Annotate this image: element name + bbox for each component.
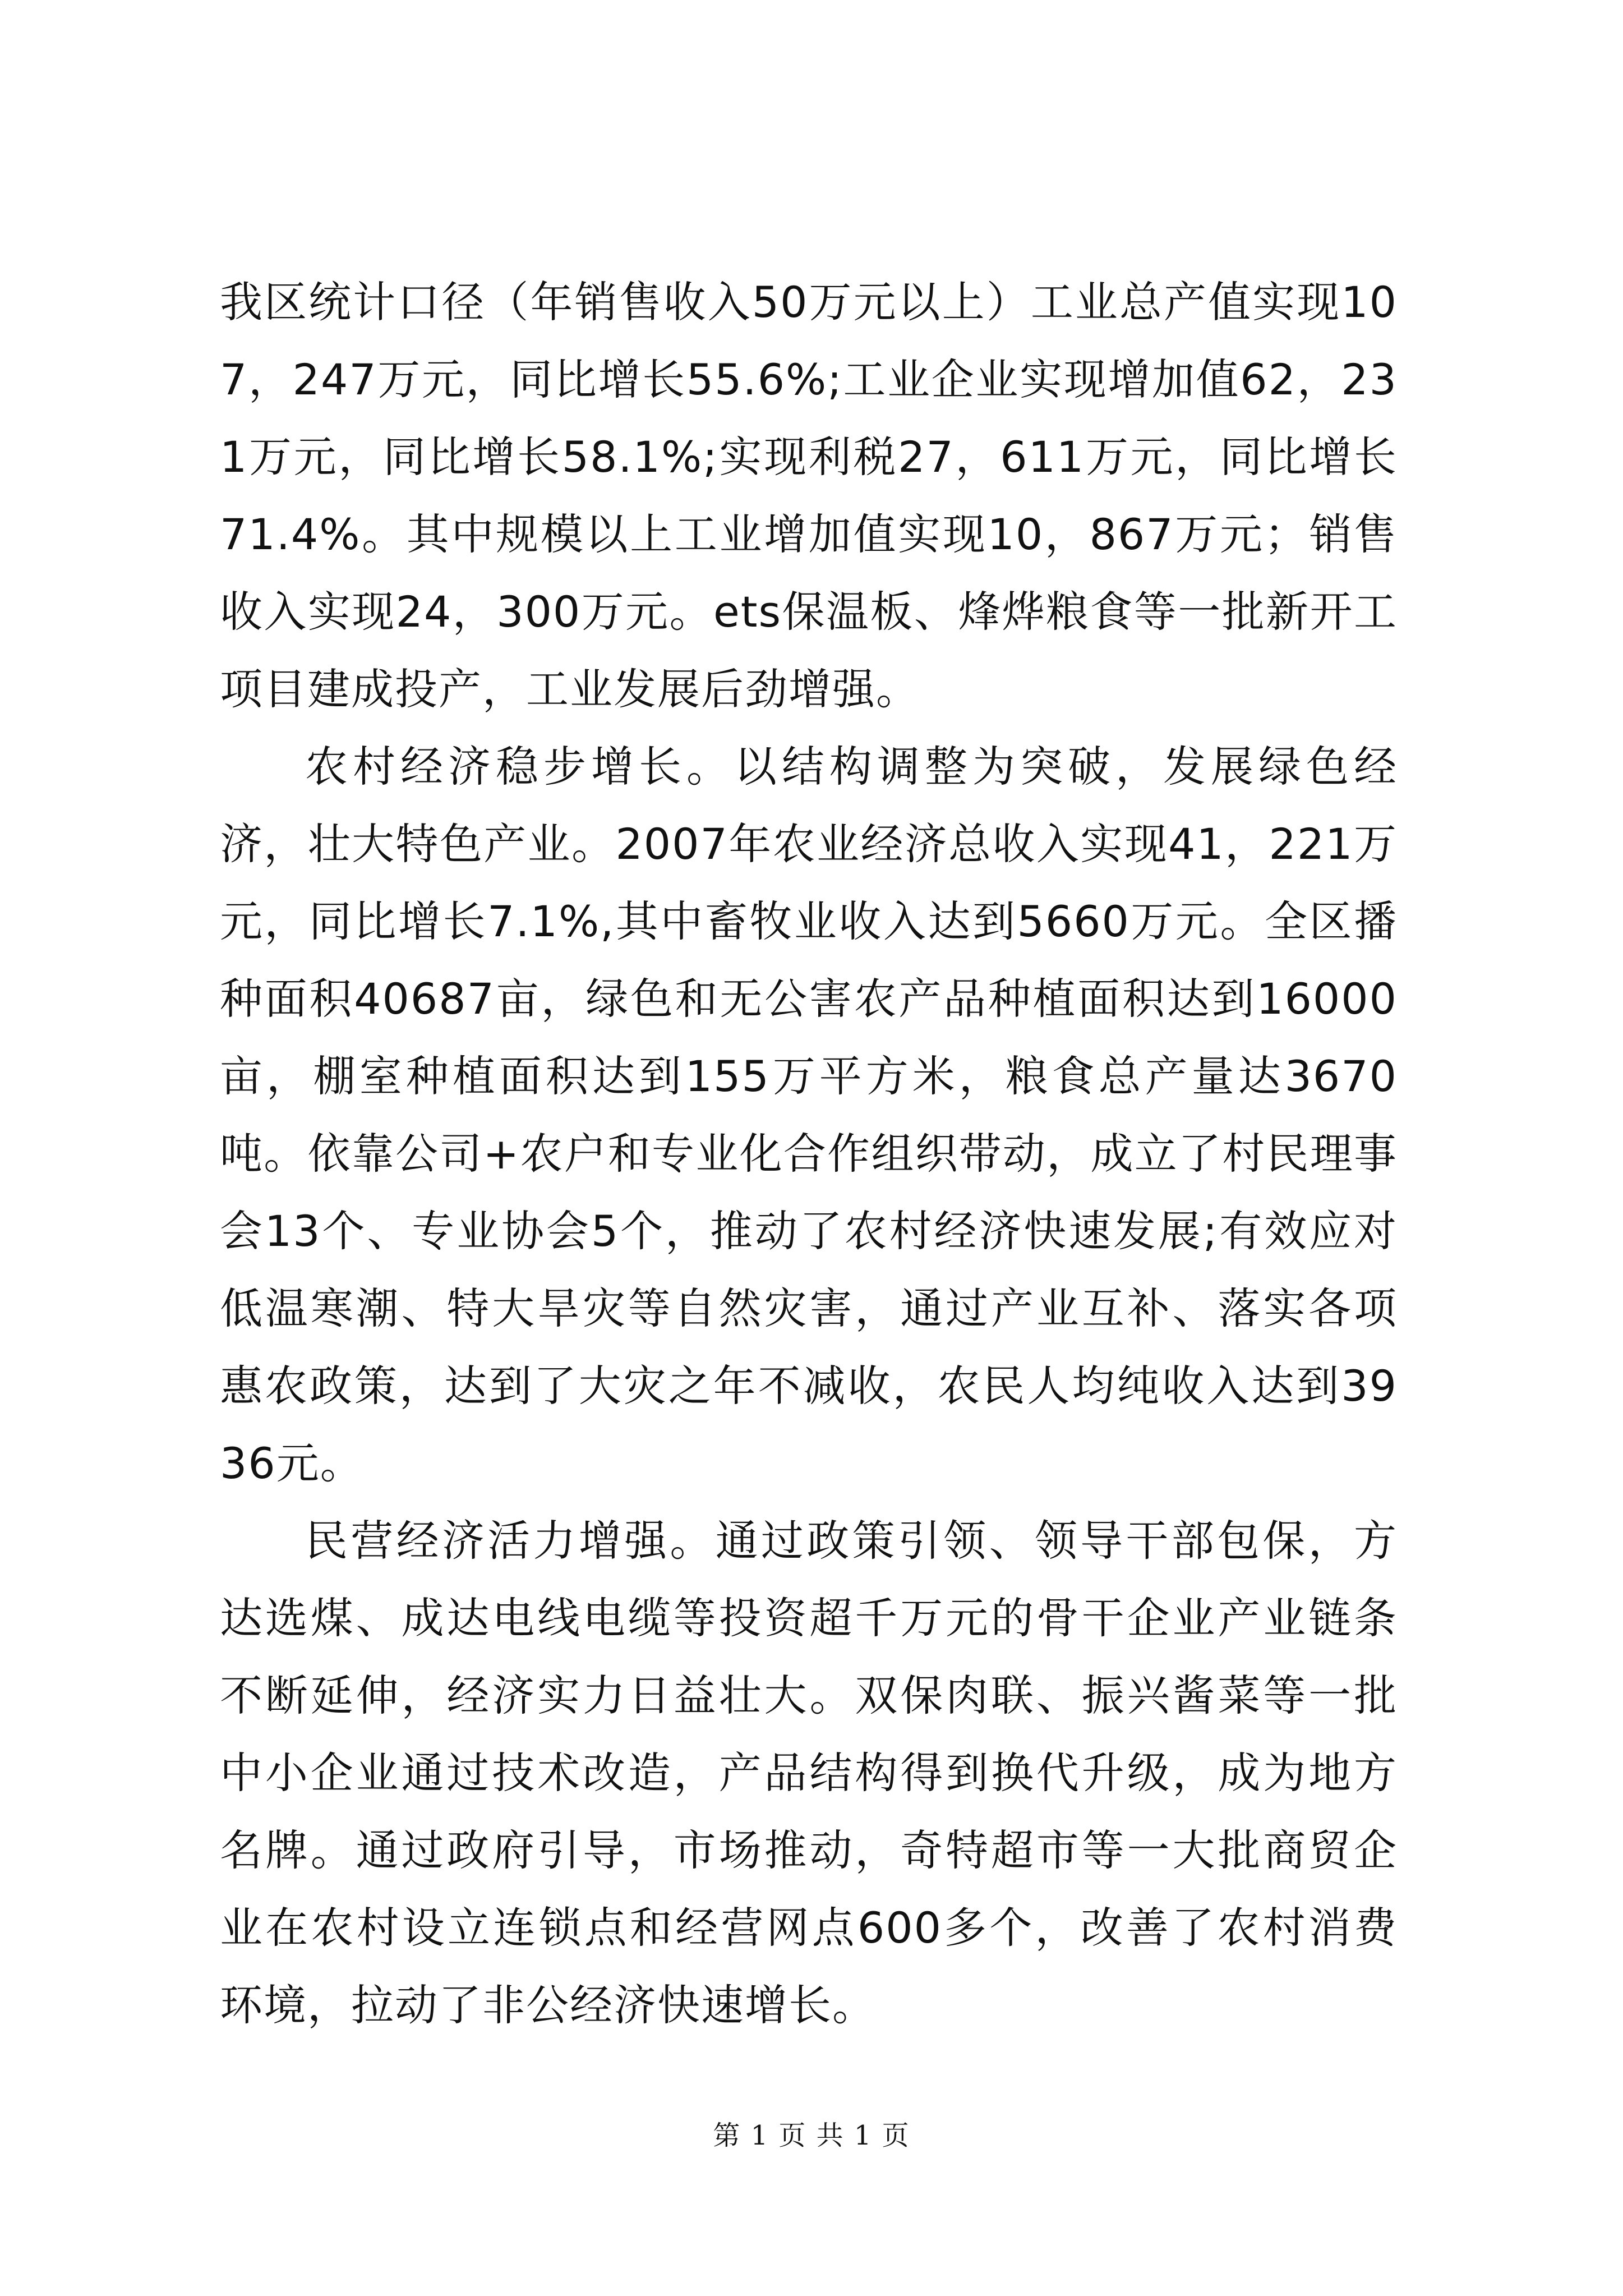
page-footer: 第 1 页 共 1 页 [713, 2120, 910, 2151]
paragraph-rural-economy: 农村经济稳步增长。以结构调整为突破，发展绿色经济，壮大特色产业。2007年农业经济总收入实现41，221万元，同比增长7.1%,其中畜牧业收入达到5660万元。全区播种面积40687亩，绿色和无公害农产品种植面积达到16000亩，棚室种植面积达到155万平方米，粮食总产量达3670吨。依靠公司+农户和专业化合作组织带动，成立了村民理事会13个、专业协会5个，推动了农村经济快速发展;有效应对低温寒潮、特大旱灾等自然灾害，通过产业互补、落实各项惠农政策，达到了大灾之年不减收，农民人均纯收入达到3936元。 [220, 742, 1398, 1488]
paragraph-private-economy: 民营经济活力增强。通过政策引领、领导干部包保，方达选煤、成达电线电缆等投资超千万元的骨干企业产业链条不断延伸，经济实力日益壮大。双保肉联、振兴酱菜等一批中小企业通过技术改造，产品结构得到换代升级，成为地方名牌。通过政府引导，市场推动，奇特超市等一大批商贸企业在农村设立连锁点和经营网点600多个，改善了农村消费环境，拉动了非公经济快速增长。 [220, 1516, 1398, 2030]
document-body [220, 264, 1398, 2044]
paragraph-industry: 我区统计口径（年销售收入50万元以上）工业总产值实现107，247万元，同比增长55.6%;工业企业实现增加值62，231万元，同比增长58.1%;实现利税27，611万元，同比增长71.4%。其中规模以上工业增加值实现10，867万元；销售收入实现24，300万元。ets保温板、烽烨粮食等一批新开工项目建成投产，工业发展后劲增强。 [220, 277, 1398, 714]
